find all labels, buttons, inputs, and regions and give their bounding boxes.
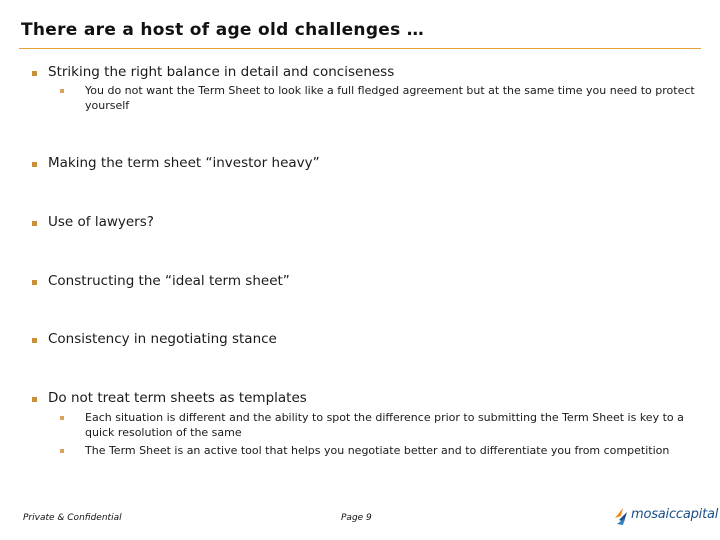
logo-text: mosaiccapital <box>631 507 719 522</box>
mosaic-capital-logo <box>613 504 719 528</box>
bullet-text: Making the term sheet “investor heavy” <box>48 155 320 171</box>
logo-mark-icon <box>613 504 631 526</box>
bullet-text: Consistency in negotiating stance <box>48 331 277 347</box>
bullet-text: Striking the right balance in detail and conciseness <box>48 64 395 80</box>
sub-bullet-text: Each situation is different and the ability to spot the difference prior to submitting the Term Sheet is key to a quick resolution of the same <box>85 411 684 439</box>
confidential-label: Private & Confidential <box>23 513 122 523</box>
sub-bullet-text: You do not want the Term Sheet to look like a full fledged agreement but at the same time you need to protect yourself <box>85 84 695 112</box>
bullet-text: Constructing the “ideal term sheet” <box>48 273 290 289</box>
page-number: Page 9 <box>341 513 372 523</box>
sub-bullet-marker <box>60 416 64 420</box>
bullet-text: Do not treat term sheets as templates <box>48 390 307 406</box>
sub-bullet-marker <box>60 89 64 93</box>
bullet-marker <box>32 162 37 167</box>
bullet-marker <box>32 397 37 402</box>
title-divider <box>19 48 701 49</box>
sub-bullet-text: The Term Sheet is an active tool that helps you negotiate better and to differentiate you from competition <box>85 444 670 457</box>
sub-bullet-marker <box>60 449 64 453</box>
bullet-text: Use of lawyers? <box>48 214 154 230</box>
bullet-marker <box>32 221 37 226</box>
bullet-marker <box>32 280 37 285</box>
bullet-marker <box>32 71 37 76</box>
bullet-marker <box>32 338 37 343</box>
slide-title: There are a host of age old challenges … <box>21 20 425 40</box>
